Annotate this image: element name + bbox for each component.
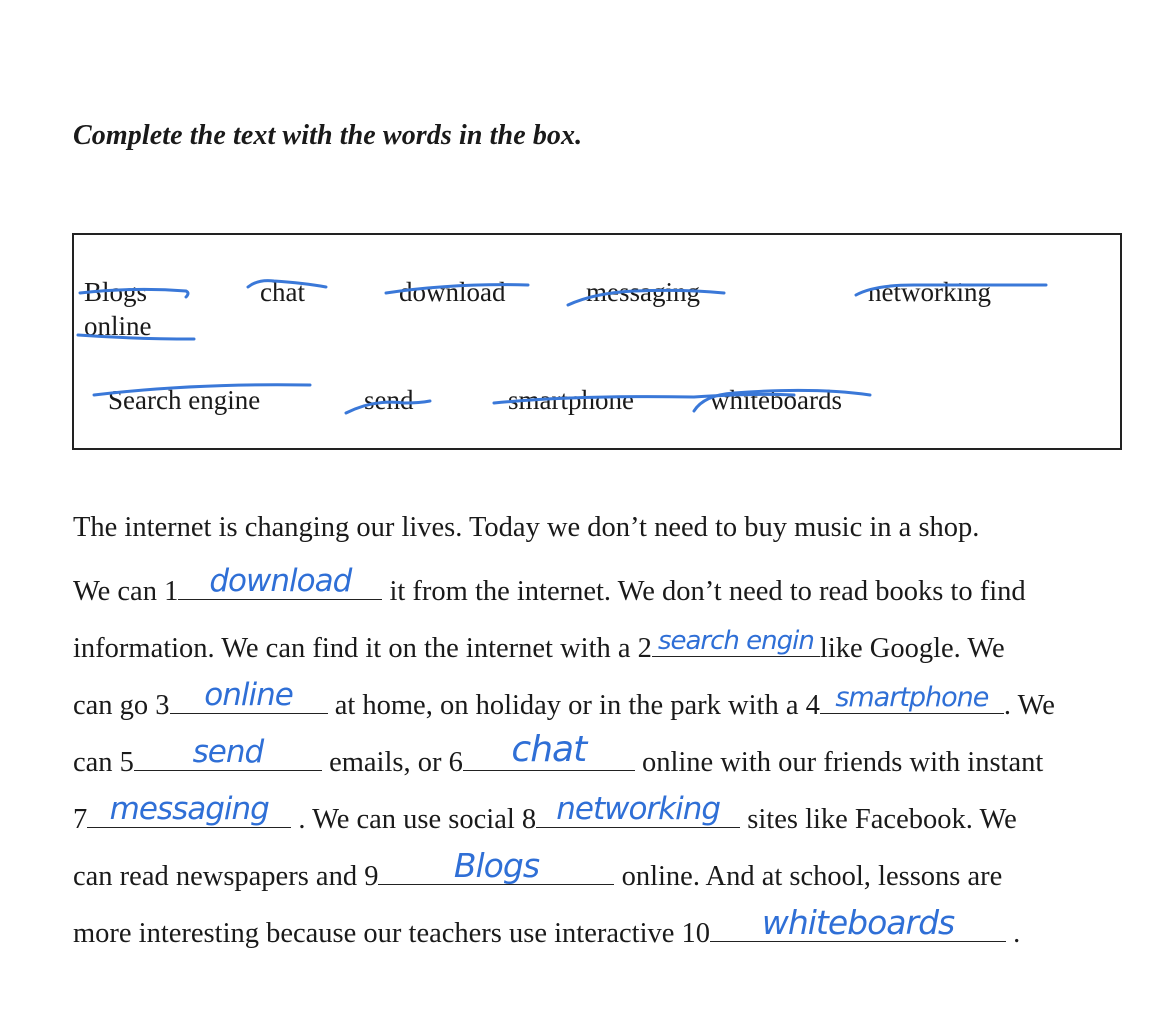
- strike-send: [346, 401, 430, 413]
- bank-word-blogs: Blogs: [84, 277, 148, 307]
- text-line-7: [73, 846, 1003, 893]
- line-text: online. And at school, lessons are: [614, 861, 1003, 892]
- strike-networking: [856, 285, 1046, 295]
- answer-9: Blogs: [453, 846, 540, 885]
- line-text: can 5: [73, 747, 134, 778]
- blank-8[interactable]: [536, 791, 740, 828]
- answer-8: networking: [556, 791, 721, 827]
- bank-word-networking: networking: [868, 277, 991, 307]
- word-box: [72, 233, 1122, 450]
- bank-word-smartphone: smartphone: [508, 385, 634, 415]
- blank-10[interactable]: [710, 903, 1006, 942]
- text-line-8: [73, 903, 1021, 950]
- blank-6[interactable]: [463, 729, 635, 771]
- line-text: The internet is changing our lives. Today we don’t need to buy music in a shop.: [73, 512, 980, 543]
- answer-1: download: [209, 563, 352, 599]
- strike-download: [386, 285, 528, 293]
- bank-word-online: online: [84, 311, 152, 341]
- bank-word-search-engine: Search engine: [108, 385, 261, 415]
- blank-9[interactable]: [378, 846, 614, 885]
- blank-4[interactable]: [820, 683, 1004, 714]
- line-text: it from the internet. We don’t need to read books to find: [382, 576, 1026, 607]
- line-text: can read newspapers and 9: [73, 861, 379, 892]
- answer-4: smartphone: [835, 682, 989, 713]
- answer-10: whiteboards: [761, 903, 955, 942]
- blank-1[interactable]: [178, 563, 382, 600]
- bank-word-messaging: messaging: [586, 277, 700, 307]
- bank-word-send: send: [364, 385, 414, 415]
- line-text: sites like Facebook. We: [740, 804, 1017, 835]
- line-text: can go 3: [73, 690, 170, 721]
- text-line-3: [73, 626, 1005, 665]
- strike-search-engine: [94, 385, 310, 395]
- blank-3[interactable]: [170, 677, 328, 714]
- line-text: more interesting because our teachers use interactive 10: [73, 918, 711, 949]
- text-line-1: [73, 512, 979, 544]
- line-text: at home, on holiday or in the park with a 4: [327, 690, 820, 721]
- bank-word-whiteboards: whiteboards: [710, 385, 842, 415]
- text-line-4: [73, 677, 1055, 722]
- line-text: information. We can find it on the internet with a 2: [73, 633, 652, 664]
- strike-chat: [248, 281, 326, 287]
- blank-2[interactable]: [652, 626, 820, 657]
- answer-6: chat: [511, 729, 587, 770]
- line-text: emails, or 6: [321, 747, 463, 778]
- line-text: . We: [1003, 690, 1055, 721]
- bank-word-chat: chat: [260, 277, 305, 307]
- blank-7[interactable]: [87, 791, 291, 828]
- answer-5: send: [192, 734, 264, 770]
- line-text: like Google. We: [819, 633, 1005, 664]
- text-line-5: [73, 729, 1044, 779]
- line-text: We can 1: [73, 576, 179, 607]
- answer-2: search engin: [657, 626, 814, 656]
- strike-through-marks: [74, 235, 1120, 448]
- line-text: .: [1006, 918, 1021, 949]
- bank-word-download: download: [399, 277, 506, 307]
- answer-7: messaging: [109, 791, 269, 827]
- text-line-6: [73, 791, 1017, 836]
- line-text: . We can use social 8: [291, 804, 537, 835]
- line-text: 7: [73, 804, 88, 835]
- strike-online: [78, 335, 194, 339]
- strike-blogs: [80, 289, 188, 297]
- blank-5[interactable]: [134, 734, 322, 771]
- text-line-2: [73, 563, 1026, 608]
- strike-smartphone: [494, 394, 794, 403]
- line-text: online with our friends with instant: [634, 747, 1044, 778]
- instruction-heading: Complete the text with the words in the box.: [73, 120, 583, 151]
- answer-3: online: [204, 677, 293, 713]
- strike-messaging: [568, 290, 724, 305]
